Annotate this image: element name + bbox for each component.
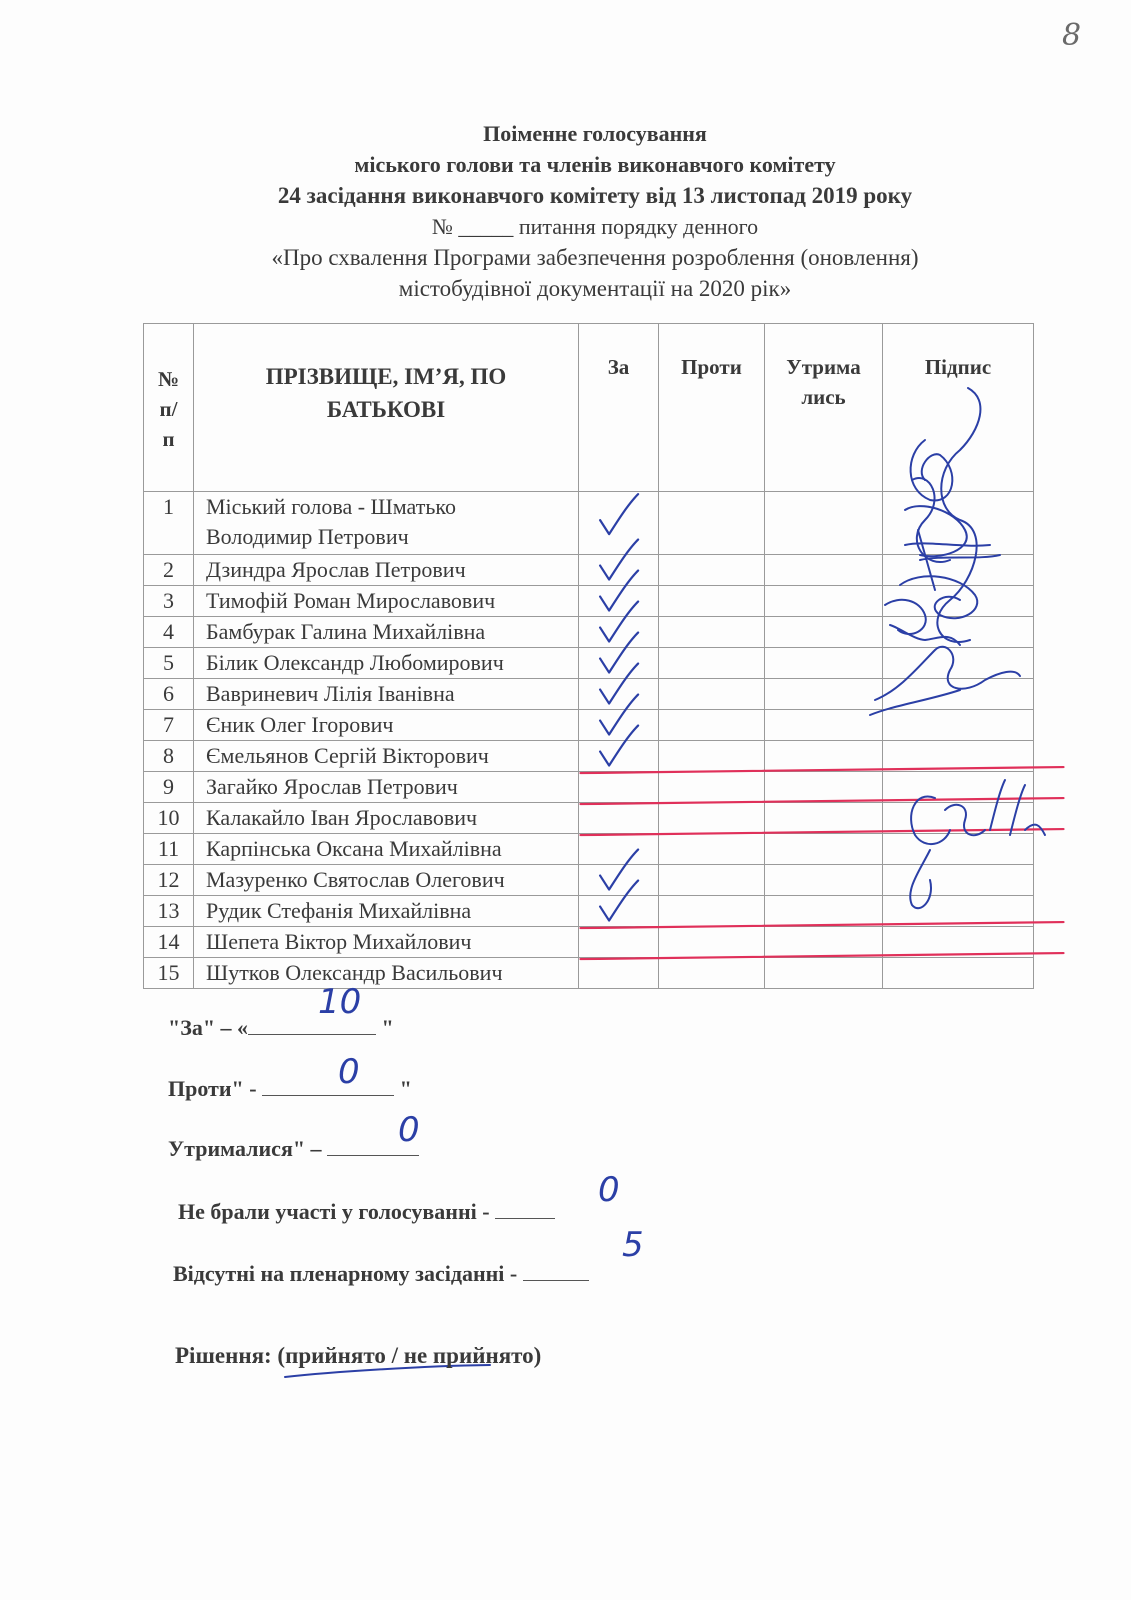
header-name bbox=[194, 324, 579, 492]
summary-not-voted-row bbox=[178, 1196, 555, 1225]
row-signature-cell bbox=[883, 648, 1034, 679]
table-row bbox=[144, 555, 1034, 586]
table-row bbox=[144, 586, 1034, 617]
header-number-3: п bbox=[162, 427, 175, 451]
row-for-cell bbox=[579, 492, 659, 555]
row-abstain-cell bbox=[765, 648, 883, 679]
summary-not-voted-label: Не брали участі у голосуванні - bbox=[178, 1199, 490, 1224]
header-subject-2: містобудівної документації на 2020 рік» bbox=[398, 276, 792, 301]
row-number: 4 bbox=[144, 617, 194, 648]
row-number: 10 bbox=[144, 803, 194, 834]
row-abstain-cell bbox=[765, 803, 883, 834]
row-abstain-cell bbox=[765, 834, 883, 865]
header-subtitle: міського голови та членів виконавчого комітету bbox=[354, 152, 836, 177]
row-against-cell bbox=[659, 803, 765, 834]
row-name: Дзиндра Ярослав Петрович bbox=[194, 555, 579, 586]
votes-table bbox=[143, 323, 1034, 989]
row-against-cell bbox=[659, 710, 765, 741]
row-abstain-cell bbox=[765, 492, 883, 555]
row-against-cell bbox=[659, 896, 765, 927]
row-name: Калакайло Іван Ярославович bbox=[194, 803, 579, 834]
row-for-cell bbox=[579, 710, 659, 741]
row-abstain-cell bbox=[765, 741, 883, 772]
summary-for-value: 10 bbox=[318, 982, 362, 1022]
row-signature-cell bbox=[883, 679, 1034, 710]
table-row bbox=[144, 710, 1034, 741]
summary-decision-options: (прийнято / не прийнято) bbox=[277, 1343, 542, 1368]
header-agenda: № _____ питання порядку денного bbox=[431, 214, 759, 239]
table-row bbox=[144, 648, 1034, 679]
row-signature-cell bbox=[883, 492, 1034, 555]
row-abstain-cell bbox=[765, 772, 883, 803]
row-number: 1 bbox=[144, 492, 194, 555]
header-for-label: За bbox=[607, 355, 630, 379]
row-for-cell bbox=[579, 958, 659, 989]
row-against-cell bbox=[659, 834, 765, 865]
header-signature-label: Підпис bbox=[924, 355, 992, 379]
header-number bbox=[144, 324, 194, 492]
table-row bbox=[144, 741, 1034, 772]
table-row bbox=[144, 803, 1034, 834]
row-for-cell bbox=[579, 803, 659, 834]
header-number-2: п/ bbox=[159, 397, 178, 421]
summary-decision-row bbox=[175, 1343, 541, 1369]
row-against-cell bbox=[659, 741, 765, 772]
row-against-cell bbox=[659, 679, 765, 710]
row-abstain-cell bbox=[765, 927, 883, 958]
table-row bbox=[144, 896, 1034, 927]
row-number: 3 bbox=[144, 586, 194, 617]
row-signature-cell bbox=[883, 834, 1034, 865]
header-signature bbox=[883, 324, 1034, 492]
row-against-cell bbox=[659, 617, 765, 648]
summary-absent-value: 5 bbox=[622, 1225, 644, 1265]
row-against-cell bbox=[659, 772, 765, 803]
row-against-cell bbox=[659, 586, 765, 617]
summary-not-voted-blank bbox=[495, 1196, 555, 1219]
row-number: 7 bbox=[144, 710, 194, 741]
header-for bbox=[579, 324, 659, 492]
row-name: Бамбурак Галина Михайлівна bbox=[194, 617, 579, 648]
row-number: 13 bbox=[144, 896, 194, 927]
table-row bbox=[144, 679, 1034, 710]
row-against-cell bbox=[659, 865, 765, 896]
row-for-cell bbox=[579, 741, 659, 772]
row-abstain-cell bbox=[765, 865, 883, 896]
header-abstain-1: Утрима bbox=[786, 355, 861, 379]
row-signature-cell bbox=[883, 555, 1034, 586]
row-for-cell bbox=[579, 617, 659, 648]
document-header bbox=[0, 118, 1131, 304]
row-for-cell bbox=[579, 679, 659, 710]
row-against-cell bbox=[659, 958, 765, 989]
row-number: 6 bbox=[144, 679, 194, 710]
summary-absent-blank bbox=[523, 1258, 589, 1281]
row-against-cell bbox=[659, 927, 765, 958]
row-name: Загайко Ярослав Петрович bbox=[194, 772, 579, 803]
summary-not-voted-value: 0 bbox=[598, 1170, 620, 1210]
row-for-cell bbox=[579, 586, 659, 617]
table-row bbox=[144, 617, 1034, 648]
row-signature-cell bbox=[883, 741, 1034, 772]
row-abstain-cell bbox=[765, 958, 883, 989]
row-name: Шепета Віктор Михайлович bbox=[194, 927, 579, 958]
table-row bbox=[144, 927, 1034, 958]
row-name: Мазуренко Святослав Олегович bbox=[194, 865, 579, 896]
header-subject-1: «Про схвалення Програми забезпечення розроблення (оновлення) bbox=[271, 245, 919, 270]
row-signature-cell bbox=[883, 772, 1034, 803]
header-against bbox=[659, 324, 765, 492]
table-row bbox=[144, 834, 1034, 865]
row-name: Тимофій Роман Мирославович bbox=[194, 586, 579, 617]
row-for-cell bbox=[579, 648, 659, 679]
row-number: 11 bbox=[144, 834, 194, 865]
row-signature-cell bbox=[883, 865, 1034, 896]
row-signature-cell bbox=[883, 927, 1034, 958]
row-abstain-cell bbox=[765, 555, 883, 586]
header-abstain bbox=[765, 324, 883, 492]
row-number: 2 bbox=[144, 555, 194, 586]
row-for-cell bbox=[579, 896, 659, 927]
table-row bbox=[144, 772, 1034, 803]
row-abstain-cell bbox=[765, 710, 883, 741]
header-name-1: ПРІЗВИЩЕ, ІМ’Я, ПО bbox=[265, 364, 507, 389]
summary-abstained-row bbox=[168, 1133, 419, 1162]
row-abstain-cell bbox=[765, 679, 883, 710]
row-number: 12 bbox=[144, 865, 194, 896]
row-abstain-cell bbox=[765, 617, 883, 648]
table-row bbox=[144, 958, 1034, 989]
row-against-cell bbox=[659, 492, 765, 555]
summary-for-label: "За" – « bbox=[168, 1015, 249, 1040]
header-name-2: БАТЬКОВІ bbox=[326, 397, 446, 422]
row-name: Ємельянов Сергій Вікторович bbox=[194, 741, 579, 772]
table-row bbox=[144, 492, 1034, 555]
row-signature-cell bbox=[883, 710, 1034, 741]
row-number: 8 bbox=[144, 741, 194, 772]
row-for-cell bbox=[579, 772, 659, 803]
header-abstain-2: лись bbox=[801, 385, 846, 409]
summary-against-blank bbox=[262, 1073, 394, 1096]
row-for-cell bbox=[579, 555, 659, 586]
row-number: 15 bbox=[144, 958, 194, 989]
header-session: 24 засідання виконавчого комітету від 13 листопад 2019 року bbox=[277, 183, 913, 208]
row-name: Єник Олег Ігорович bbox=[194, 710, 579, 741]
header-title: Поіменне голосування bbox=[483, 121, 707, 146]
row-for-cell bbox=[579, 865, 659, 896]
header-number-1: № bbox=[157, 367, 180, 391]
row-name: Вавриневич Лілія Іванівна bbox=[194, 679, 579, 710]
row-name: Рудик Стефанія Михайлівна bbox=[194, 896, 579, 927]
summary-against-label: Проти" - bbox=[168, 1076, 257, 1101]
summary-abstained-value: 0 bbox=[398, 1110, 420, 1150]
row-signature-cell bbox=[883, 617, 1034, 648]
row-abstain-cell bbox=[765, 896, 883, 927]
row-abstain-cell bbox=[765, 586, 883, 617]
row-against-cell bbox=[659, 555, 765, 586]
row-number: 9 bbox=[144, 772, 194, 803]
row-for-cell bbox=[579, 834, 659, 865]
row-against-cell bbox=[659, 648, 765, 679]
header-against-label: Проти bbox=[681, 355, 742, 379]
row-name: Карпінська Оксана Михайлівна bbox=[194, 834, 579, 865]
row-number: 14 bbox=[144, 927, 194, 958]
summary-against-value: 0 bbox=[338, 1052, 360, 1092]
row-signature-cell bbox=[883, 586, 1034, 617]
row-signature-cell bbox=[883, 958, 1034, 989]
summary-against-row bbox=[168, 1073, 412, 1102]
row-name bbox=[194, 492, 579, 555]
page-number: 8 bbox=[1062, 18, 1082, 53]
table-header-row bbox=[144, 324, 1034, 492]
row-name-line-1: Міський голова - Шматько bbox=[206, 494, 456, 519]
row-name: Білик Олександр Любомирович bbox=[194, 648, 579, 679]
row-number: 5 bbox=[144, 648, 194, 679]
summary-decision-label: Рішення: bbox=[175, 1343, 272, 1368]
row-name: Шутков Олександр Васильович bbox=[194, 958, 579, 989]
summary-absent-label: Відсутні на пленарному засіданні - bbox=[173, 1261, 518, 1286]
row-signature-cell bbox=[883, 803, 1034, 834]
table-row bbox=[144, 865, 1034, 896]
row-name-line-2: Володимир Петрович bbox=[206, 524, 409, 549]
summary-for-close: " bbox=[381, 1015, 394, 1040]
summary-abstained-label: Утрималися" – bbox=[168, 1136, 322, 1161]
summary-against-close: " bbox=[399, 1076, 412, 1101]
row-signature-cell bbox=[883, 896, 1034, 927]
row-for-cell bbox=[579, 927, 659, 958]
summary-absent-row bbox=[173, 1258, 589, 1287]
